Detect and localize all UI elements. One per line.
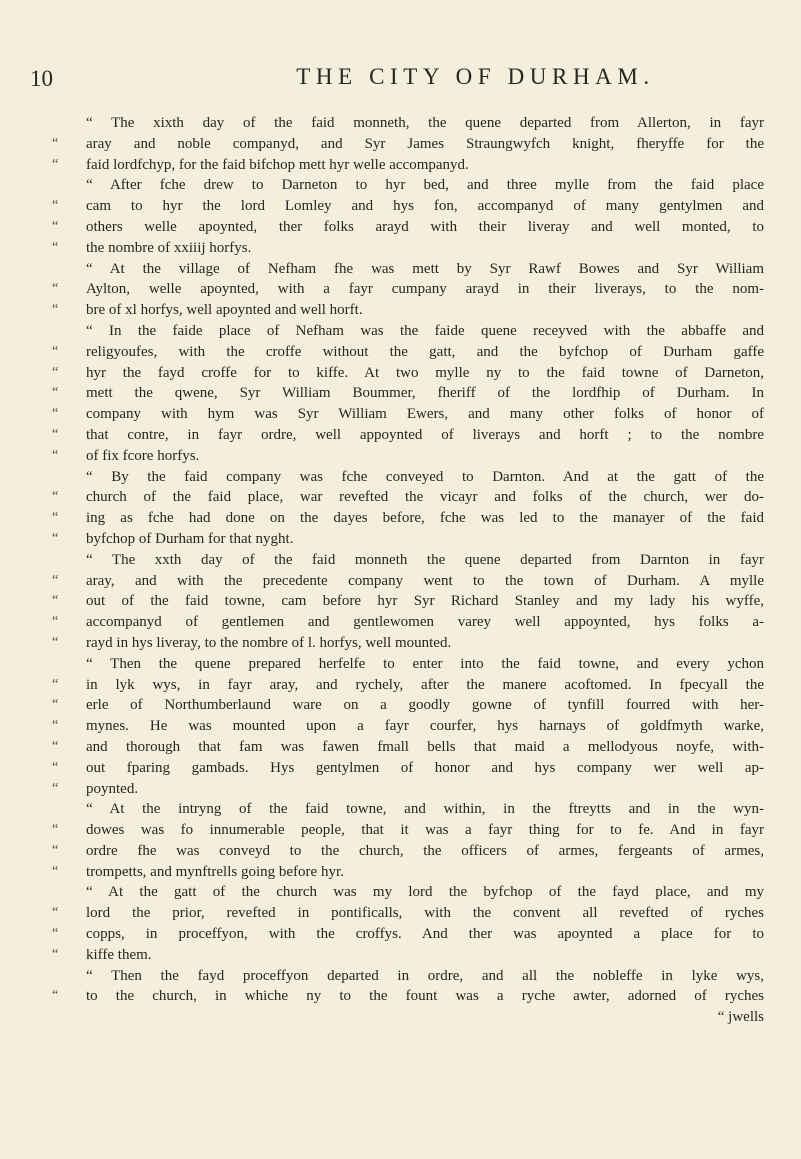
text-line <box>52 446 764 467</box>
line-text: “ By the faid company was fche conveyed to Darnton. And at the gatt of the <box>86 468 764 485</box>
quote-mark: “ <box>52 759 59 775</box>
text-line <box>52 238 764 259</box>
line-text: copps, in proceffyon, with the croffys. And ther was apoynted a place for to <box>86 926 764 943</box>
line-text: out fparing gambads. Hys gentylmen of honor and hys company wer well ap- <box>86 759 764 776</box>
quote-mark: “ <box>52 239 59 255</box>
text-line <box>52 779 764 800</box>
quote-mark: “ <box>52 863 59 879</box>
text-line <box>52 820 764 841</box>
text-line <box>52 758 764 779</box>
quote-mark: “ <box>52 634 59 650</box>
line-text: kiffe them. <box>86 946 152 963</box>
text-line <box>52 799 764 820</box>
text-line <box>52 425 764 446</box>
quote-mark: “ <box>52 822 59 838</box>
line-text: byfchop of Durham for that nyght. <box>86 530 294 547</box>
text-line <box>52 342 764 363</box>
line-text: faid lordfchyp, for the faid bifchop mett hyr welle accompanyd. <box>86 156 469 173</box>
text-line <box>52 633 764 654</box>
page-header <box>30 60 761 100</box>
text-line <box>52 737 764 758</box>
line-text: ordre fhe was conveyd to the church, the officers of armes, fergeants of armes, <box>86 842 764 859</box>
quote-mark: “ <box>52 510 59 526</box>
line-text: lord the prior, revefted in pontificalls, with the convent all revefted of ryches <box>86 905 764 922</box>
line-text: “ jwells <box>717 1009 764 1026</box>
quote-mark: “ <box>52 572 59 588</box>
text-line <box>52 903 764 924</box>
line-text: trompetts, and mynftrells going before hyr. <box>86 863 344 880</box>
line-text: cam to hyr the lord Lomley and hys fon, accompanyd of many gentylmen and <box>86 198 764 215</box>
text-line <box>52 966 764 987</box>
text-line <box>52 175 764 196</box>
text-line <box>52 404 764 425</box>
text-line <box>52 196 764 217</box>
quote-mark: “ <box>52 135 59 151</box>
line-text: out of the faid towne, cam before hyr Syr Richard Stanley and my lady his wyffe, <box>86 593 764 610</box>
quote-mark: “ <box>52 302 59 318</box>
line-text: mynes. He was mounted upon a fayr courfer, hys harnays of goldfmyth warke, <box>86 718 764 735</box>
quote-mark: “ <box>52 364 59 380</box>
quote-mark: “ <box>52 343 59 359</box>
quote-mark: “ <box>52 198 59 214</box>
line-text: church of the faid place, war revefted the vicayr and folks of the church, wer do- <box>86 489 764 506</box>
text-line <box>52 363 764 384</box>
text-line <box>52 841 764 862</box>
quote-mark: “ <box>52 697 59 713</box>
line-text: hyr the fayd croffe for to kiffe. At two mylle ny to the faid towne of Darneton, <box>86 364 764 381</box>
body-text <box>52 113 764 1028</box>
line-text: “ At the intryng of the faid towne, and within, in the ftreytts and in the wyn- <box>86 801 764 818</box>
line-text: the nombre of xxiiij horfys. <box>86 239 252 256</box>
quote-mark: “ <box>52 406 59 422</box>
text-line <box>52 467 764 488</box>
quote-mark: “ <box>52 489 59 505</box>
text-line <box>52 1007 764 1028</box>
text-line <box>52 695 764 716</box>
quote-mark: “ <box>52 447 59 463</box>
line-text: “ In the faide place of Nefham was the faide quene receyved with the abbaffe and <box>86 322 764 339</box>
quote-mark: “ <box>52 385 59 401</box>
line-text: mett the qwene, Syr William Boummer, fheriff of the lordfhip of Durham. In <box>86 385 764 402</box>
text-line <box>52 113 764 134</box>
quote-mark: “ <box>52 426 59 442</box>
line-text: ing as fche had done on the dayes before, fche was led to the manayer of the faid <box>86 510 764 527</box>
quote-mark: “ <box>52 718 59 734</box>
quote-mark: “ <box>52 614 59 630</box>
text-line <box>52 612 764 633</box>
quote-mark: “ <box>52 905 59 921</box>
text-line <box>52 986 764 1007</box>
line-text: Aylton, welle apoynted, with a fayr cumpany arayd in their liverays, to the nom- <box>86 281 764 298</box>
text-line <box>52 862 764 883</box>
line-text: “ The xixth day of the faid monneth, the quene departed from Allerton, in fayr <box>86 115 764 131</box>
text-line <box>52 882 764 903</box>
text-line <box>52 529 764 550</box>
text-line <box>52 591 764 612</box>
text-line <box>52 571 764 592</box>
text-line <box>52 654 764 675</box>
quote-mark: “ <box>52 926 59 942</box>
running-title: THE CITY OF DURHAM. <box>296 64 655 89</box>
text-line <box>52 383 764 404</box>
quote-mark: “ <box>52 738 59 754</box>
quote-mark: “ <box>52 530 59 546</box>
line-text: aray and noble companyd, and Syr James Straungwyfch knight, fheryffe for the <box>86 135 764 152</box>
line-text: bre of xl horfys, well apoynted and well horft. <box>86 302 363 319</box>
quote-mark: “ <box>52 946 59 962</box>
quote-mark: “ <box>52 676 59 692</box>
text-line <box>52 716 764 737</box>
line-text: that contre, in fayr ordre, well appoynted of liverays and horft ; to the nombre <box>86 426 764 443</box>
quote-mark: “ <box>52 281 59 297</box>
line-text: religyoufes, with the croffe without the gatt, and the byfchop of Durham gaffe <box>86 343 764 360</box>
line-text: poynted. <box>86 780 139 797</box>
text-line <box>52 945 764 966</box>
text-line <box>52 321 764 342</box>
line-text: of fix fcore horfys. <box>86 447 200 464</box>
line-text: and thorough that fam was fawen fmall bells that maid a mellodyous noyfe, with- <box>86 738 764 755</box>
line-text: “ At the gatt of the church was my lord the byfchop of the fayd place, and my <box>86 884 764 901</box>
line-text: erle of Northumberlaund ware on a goodly gowne of tynfill fourred with her- <box>86 697 764 714</box>
line-text: rayd in hys liveray, to the nombre of l. horfys, well mounted. <box>86 634 452 651</box>
line-text: “ Then the fayd proceffyon departed in ordre, and all the nobleffe in lyke wys, <box>86 967 764 984</box>
line-text: company with hym was Syr William Ewers, and many other folks of honor of <box>86 406 764 423</box>
line-text: “ After fche drew to Darneton to hyr bed, and three mylle from the faid place <box>86 177 764 194</box>
quote-mark: “ <box>52 156 59 172</box>
text-line <box>52 487 764 508</box>
text-line <box>52 259 764 280</box>
quote-mark: “ <box>52 842 59 858</box>
line-text: accompanyd of gentlemen and gentlewomen varey well appoynted, hys folks a- <box>86 614 764 631</box>
line-text: to the church, in whiche ny to the fount was a ryche awter, adorned of ryches <box>86 988 764 1005</box>
line-text: aray, and with the precedente company went to the town of Durham. A mylle <box>86 572 764 589</box>
page-number: 10 <box>30 66 53 91</box>
text-line <box>52 217 764 238</box>
line-text: dowes was fo innumerable people, that it was a fayr thing for to fe. And in fayr <box>86 822 764 839</box>
line-text: “ Then the quene prepared herfelfe to enter into the faid towne, and every ychon <box>86 655 764 672</box>
quote-mark: “ <box>52 593 59 609</box>
text-line <box>52 550 764 571</box>
text-line <box>52 300 764 321</box>
text-line <box>52 155 764 176</box>
quote-mark: “ <box>52 218 59 234</box>
line-text: others welle apoynted, ther folks arayd with their liveray and well monted, to <box>86 218 764 235</box>
text-line <box>52 924 764 945</box>
line-text: “ The xxth day of the faid monneth the quene departed from Darnton in fayr <box>86 551 764 568</box>
text-line <box>52 134 764 155</box>
text-line <box>52 508 764 529</box>
text-line <box>52 279 764 300</box>
line-text: “ At the village of Nefham fhe was mett by Syr Rawf Bowes and Syr William <box>86 260 764 277</box>
text-line <box>52 675 764 696</box>
line-text: in lyk wys, in fayr aray, and rychely, after the manere acoftomed. In fpecyall the <box>86 676 764 693</box>
quote-mark: “ <box>52 780 59 796</box>
quote-mark: “ <box>52 988 59 1004</box>
